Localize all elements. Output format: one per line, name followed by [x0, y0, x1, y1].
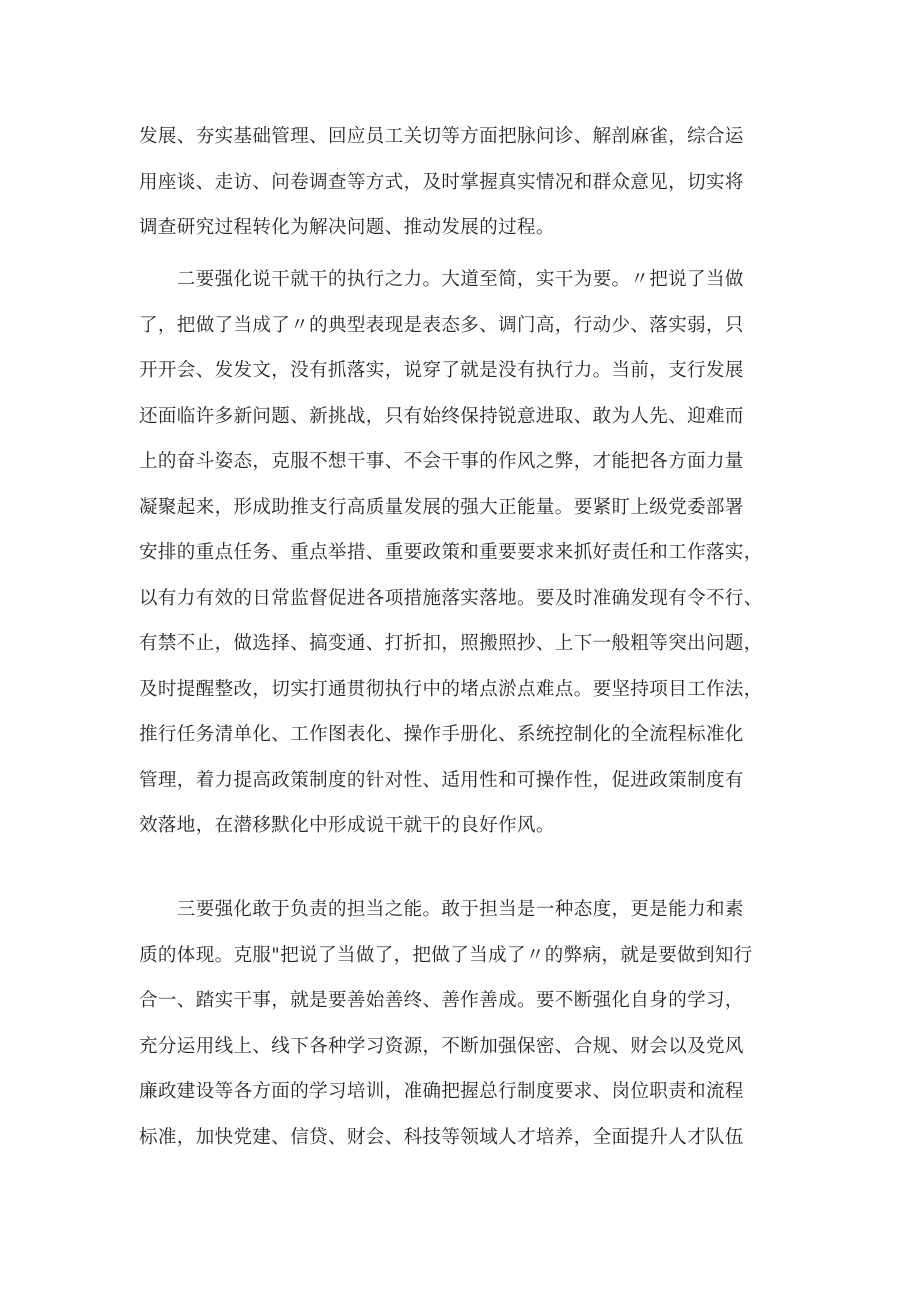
- paragraph-1: [139, 114, 799, 251]
- paragraph-line: 合一、踏实干事，就是要善始善终、善作善成。要不断强化自身的学习，: [139, 990, 744, 1011]
- paragraph-line: 推行任务清单化、工作图表化、操作手册化、系统控制化的全流程标准化: [139, 724, 744, 745]
- paragraph-3: [139, 887, 799, 1160]
- paragraph-line: 标准，加快党建、信贷、财会、科技等领域人才培养，全面提升人才队伍: [139, 1126, 744, 1148]
- paragraph-2: [139, 257, 799, 849]
- paragraph-line: 及时提醒整改，切实打通贯彻执行中的堵点淤点难点。要坚持项目工作法，: [139, 678, 763, 700]
- paragraph-line: 管理，着力提高政策制度的针对性、适用性和可操作性，促进政策制度有: [139, 769, 744, 791]
- paragraph-line: 三要强化敢于负责的担当之能。敢于担当是一种态度，更是能力和素: [139, 899, 744, 920]
- paragraph-line: 还面临许多新问题、新挑战，只有始终保持锐意进取、敢为人先、迎难而: [139, 405, 744, 427]
- paragraph-line: 用座谈、走访、问卷调查等方式，及时掌握真实情况和群众意见，切实将: [139, 171, 744, 193]
- paragraph-line: 廉政建设等各方面的学习培训，准确把握总行制度要求、岗位职责和流程: [139, 1081, 744, 1102]
- paragraph-line: 上的奋斗姿态，克服不想干事、不会干事的作风之弊，才能把各方面力量: [139, 451, 744, 472]
- paragraph-line: 开开会、发发文，没有抓落实，说穿了就是没有执行力。当前，支行发展: [139, 360, 744, 381]
- paragraph-line: 充分运用线上、线下各种学习资源，不断加强保密、合规、财会以及党风: [139, 1035, 744, 1057]
- paragraph-line: 以有力有效的日常监督促进各项措施落实落地。要及时准确发现有令不行、: [139, 587, 763, 609]
- paragraph-line: 了，把做了当成了〃的典型表现是表态多、调门高，行动少、落实弱，只: [139, 314, 744, 336]
- paragraph-line: 凝聚起来，形成助推支行高质量发展的强大正能量。要紧盯上级党委部署: [139, 496, 744, 518]
- paragraph-line: 调查研究过程转化为解决问题、推动发展的过程。: [139, 217, 555, 238]
- paragraph-line: 效落地，在潜移默化中形成说干就干的良好作风。: [139, 815, 555, 836]
- paragraph-line: 二要强化说干就干的执行之力。大道至简，实干为要。〃把说了当做: [139, 269, 744, 290]
- paragraph-line: 安排的重点任务、重点举措、重要政策和重要要求来抓好责任和工作落实，: [139, 542, 763, 563]
- paragraph-line: 质的体现。克服"把说了当做了，把做了当成了〃的弊病，就是要做到知行: [139, 944, 753, 966]
- paragraph-line: 发展、夯实基础管理、回应员工关切等方面把脉问诊、解剖麻雀，综合运: [139, 126, 744, 147]
- paragraph-line: 有禁不止，做选择、搞变通、打折扣，照搬照抄、上下一般粗等突出问题，: [139, 633, 763, 654]
